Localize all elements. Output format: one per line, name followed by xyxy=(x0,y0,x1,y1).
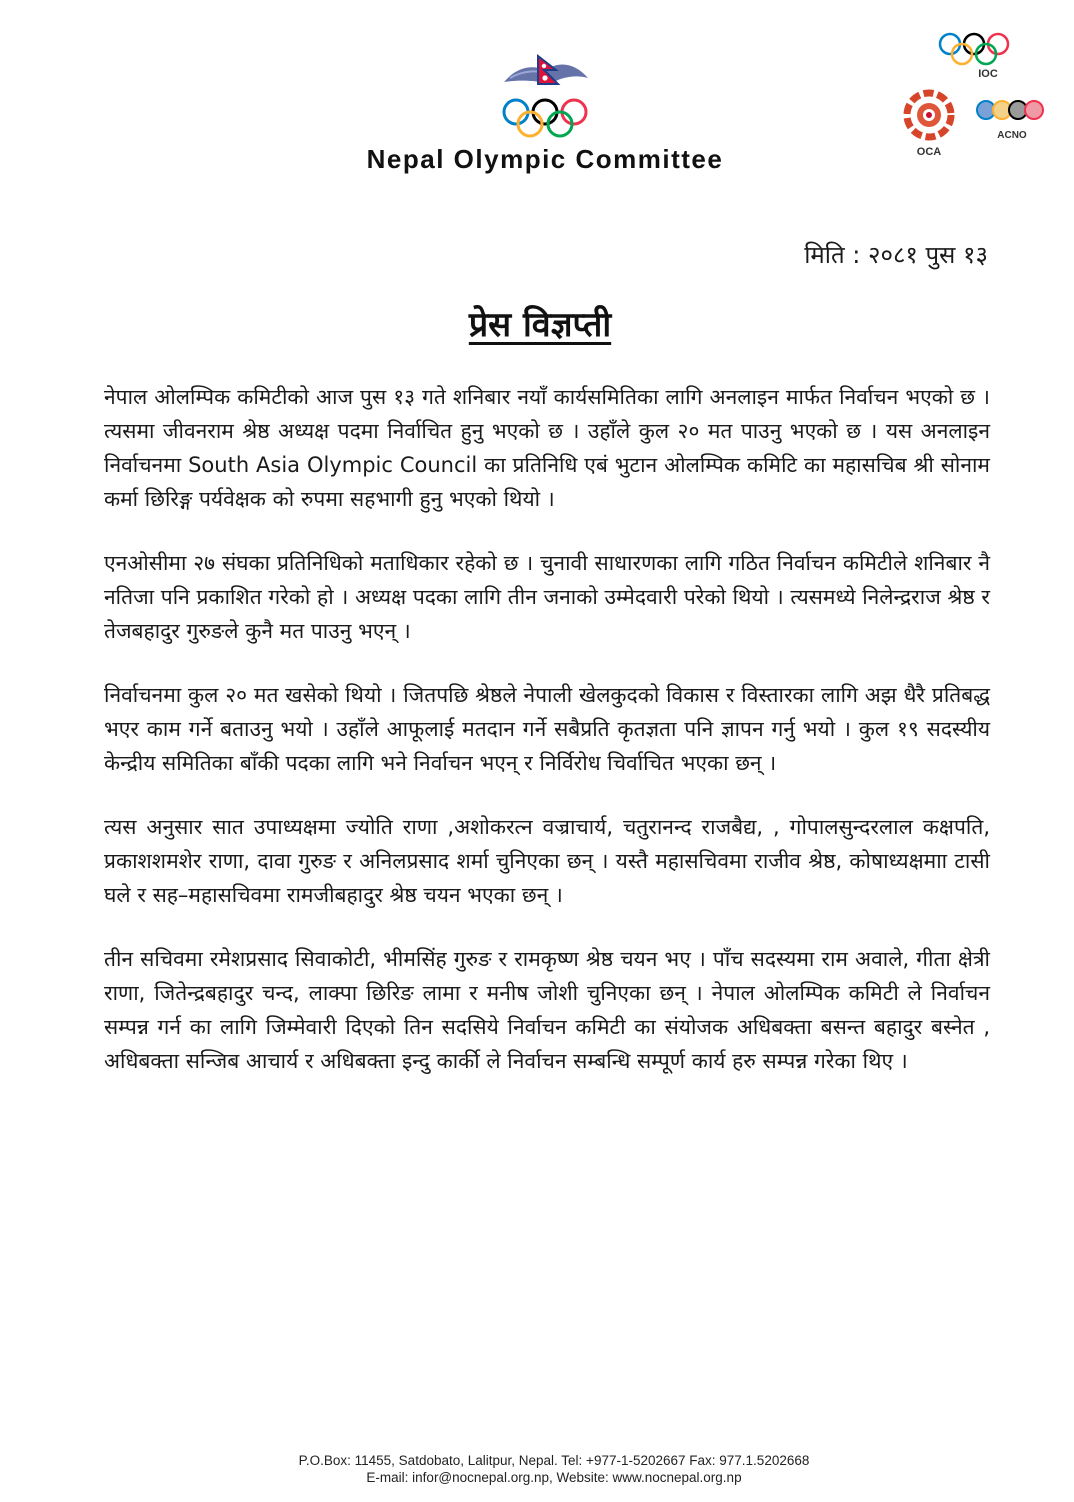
paragraph-4: त्यस अनुसार सात उपाध्यक्षमा ज्योति राणा ,अशोकरत्न वज्राचार्य, चतुरानन्द राजबैद्य, , गोपालसुन्दरलाल कक्षपति, प्रकाशशमशेर राणा, दावा गुरुङ र अनिलप्रसाद शर्मा चुनिएका छन् । यस्तै महासचिवमा राजीव श्रेष्ठ, कोषाध्यक्षमाा टासी घले र सह–महासचिवमा रामजीबहादुर श्रेष्ठ चयन भएका छन् । xyxy=(104,815,990,907)
ioc-label: IOC xyxy=(978,68,998,80)
noc-emblem-icon xyxy=(490,48,600,148)
oca-label: OCA xyxy=(916,146,942,158)
oca-sun-emblem-icon xyxy=(894,80,964,150)
acno-logo xyxy=(972,94,1052,154)
acno-rings-icon xyxy=(972,94,1052,134)
paragraph-1: नेपाल ओलम्पिक कमिटीको आज पुस १३ गते शनिबार नयाँ कार्यसमितिका लागि अनलाइन मार्फत निर्वाचन भएको छ । त्यसमा जीवनराम श्रेष्ठ अध्यक्ष पदमा निर्वाचित हुनु भएको छ । उहाँले कुल २० मत पाउनु भएको छ । यस अनलाइन निर्वाचनमा South Asia Olympic Council का प्रतिनिधि एबं भुटान ओलम्पिक कमिटि का महासचिब श्री सोनाम कर्मा छिरिङ्ग पर्यवेक्षक को रुपमा सहभागी हुनु भएको थियो । xyxy=(104,385,990,511)
date-line: मिति : २०८१ पुस १३ xyxy=(804,241,988,269)
footer xyxy=(0,1452,1074,1486)
organization-name: Nepal Olympic Committee xyxy=(366,144,724,174)
affiliation-logos xyxy=(894,20,1054,160)
paragraph-3: निर्वाचनमा कुल २० मत खसेको थियो । जितपछि श्रेष्ठले नेपाली खेलकुदको विकास र विस्तारका लागि अझ धैरै प्रतिबद्ध भएर काम गर्ने बताउनु भयो । उहाँले आफूलाई मतदान गर्ने सबैप्रति कृतज्ञता पनि ज्ञापन गर्नु भयो । कुल १९ सदस्यीय केन्द्रीय समितिका बाँकी पदका लागि भने निर्वाचन भएन् र निर्विरोध चिर्वाचित भएका छन् । xyxy=(104,683,990,775)
oca-logo xyxy=(894,80,964,172)
press-release-body xyxy=(104,380,990,1108)
acno-label: ACNO xyxy=(997,130,1027,141)
paragraph-5: तीन सचिवमा रमेशप्रसाद सिवाकोटी, भीमसिंह गुरुङ र रामकृष्ण श्रेष्ठ चयन भए । पाँच सदस्यमा राम अवाले, गीता क्षेत्री राणा, जितेन्द्रबहादुर चन्द, लाक्पा छिरिङ लामा र मनीष जोशी चुनिएका छन् । नेपाल ओलम्पिक कमिटी ले निर्वाचन सम्पन्न गर्न का लागि जिम्मेवारी दिएको तिन सदसिये निर्वाचन कमिटी का संयोजक अधिबक्ता बसन्त बहादुर बस्नेत , अधिबक्ता सन्जिब आचार्य र अधिबक्ता इन्दु कार्की ले निर्वाचन सम्बन्धि सम्पूर्ण कार्य हरु सम्पन्न गरेका थिए । xyxy=(104,947,990,1073)
document-title: प्रेस विज्ञप्ती xyxy=(468,305,612,345)
footer-contact: E-mail: infor@nocnepal.org.np, Website: www.nocnepal.org.np xyxy=(366,1470,742,1485)
paragraph-2: एनओसीमा २७ संघका प्रतिनिधिको मताधिकार रहेको छ । चुनावी साधारणका लागि गठित निर्वाचन कमिटीले शनिबार नै नतिजा पनि प्रकाशित गरेको हो । अध्यक्ष पदका लागि तीन जनाको उम्मेदवारी परेको थियो । त्यसमध्ये निलेन्द्रराज श्रेष्ठ र तेजबहादुर गुरुङले कुनै मत पाउनु भएन् । xyxy=(104,551,990,643)
letterhead xyxy=(0,0,1074,190)
footer-address: P.O.Box: 11455, Satdobato, Lalitpur, Nepal. Tel: +977-1-5202667 Fax: 977.1.5202668 xyxy=(298,1453,810,1468)
